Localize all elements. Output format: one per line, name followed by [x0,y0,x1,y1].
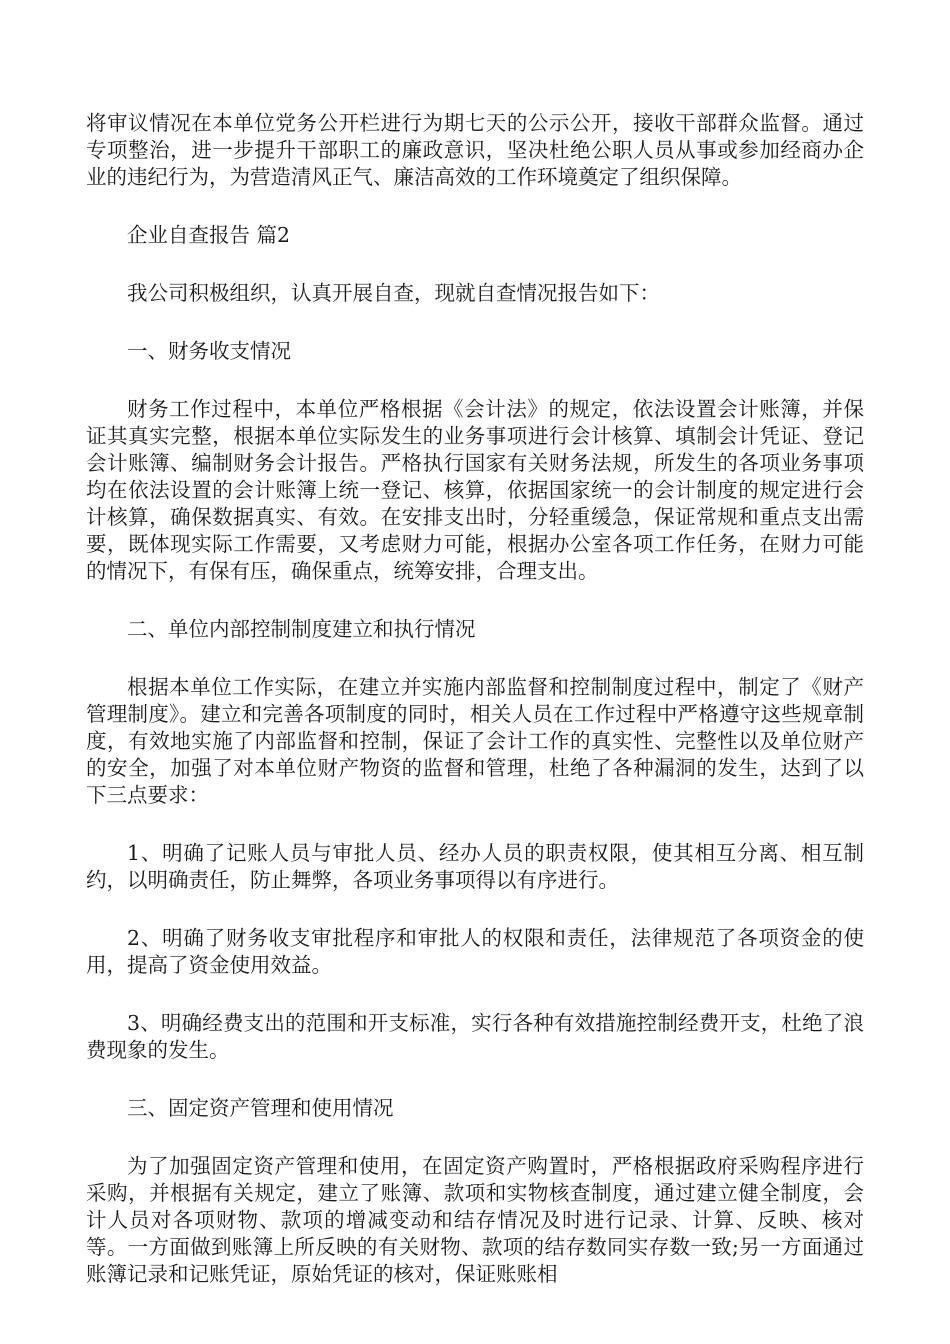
list-item-point-3: 3、明确经费支出的范围和开支标准，实行各种有效措施控制经费开支，杜绝了浪费现象的发生。 [86,1011,864,1062]
heading-financial-income-expense: 一、财务收支情况 [127,339,291,363]
heading-internal-control: 二、单位内部控制制度建立和执行情况 [127,617,476,641]
heading-fixed-assets: 三、固定资产管理和使用情况 [127,1096,394,1120]
opening-paragraph: 我公司积极组织，认真开展自查，现就自查情况报告如下： [127,281,660,305]
list-item-point-1: 1、明确了记账人员与审批人员、经办人员的职责权限，使其相互分离、相互制约，以明确责任，防止舞弊，各项业务事项得以有序进行。 [86,841,864,892]
body-internal-control: 根据本单位工作实际，在建立并实施内部监督和控制制度过程中，制定了《财产管理制度》。建立和完善各项制度的同时，相关人员在工作过程中严格遵守这些规章制度，有效地实施了内部监督和控制，保证了会计工作的真实性、完整性以及单位财产的安全，加强了对本单位财产物资的监督和管理，杜绝了各种漏洞的发生，达到了以下三点要求： [86,675,864,807]
section-title: 企业自查报告 篇2 [127,223,291,247]
intro-paragraph: 将审议情况在本单位党务公开栏进行为期七天的公示公开，接收干部群众监督。通过专项整治，进一步提升干部职工的廉政意识，坚决杜绝公职人员从事或参加经商办企业的违纪行为，为营造清风正气、廉洁高效的工作环境奠定了组织保障。 [86,111,864,189]
body-financial-income-expense: 财务工作过程中，本单位严格根据《会计法》的规定，依法设置会计账簿，并保证其真实完整，根据本单位实际发生的业务事项进行会计核算、填制会计凭证、登记会计账簿、编制财务会计报告。严格执行国家有关财务法规，所发生的各项业务事项均在依法设置的会计账簿上统一登记、核算，依据国家统一的会计制度的规定进行会计核算，确保数据真实、有效。在安排支出时，分轻重缓急，保证常规和重点支出需要，既体现实际工作需要，又考虑财力可能，根据办公室各项工作任务，在财力可能的情况下，有保有压，确保重点，统筹安排，合理支出。 [86,397,864,583]
document-page [86,110,864,1319]
body-fixed-assets: 为了加强固定资产管理和使用，在固定资产购置时，严格根据政府采购程序进行采购，并根据有关规定，建立了账簿、款项和实物核查制度，通过建立健全制度，会计人员对各项财物、款项的增减变动和结存情况及时进行记录、计算、反映、核对等。一方面做到账簿上所反映的有关财物、款项的结存数同实存数一致;另一方面通过账簿记录和记账凭证，原始凭证的核对，保证账账相 [86,1154,864,1286]
list-item-point-2: 2、明确了财务收支审批程序和审批人的权限和责任，法律规范了各项资金的使用，提高了资金使用效益。 [86,926,864,977]
